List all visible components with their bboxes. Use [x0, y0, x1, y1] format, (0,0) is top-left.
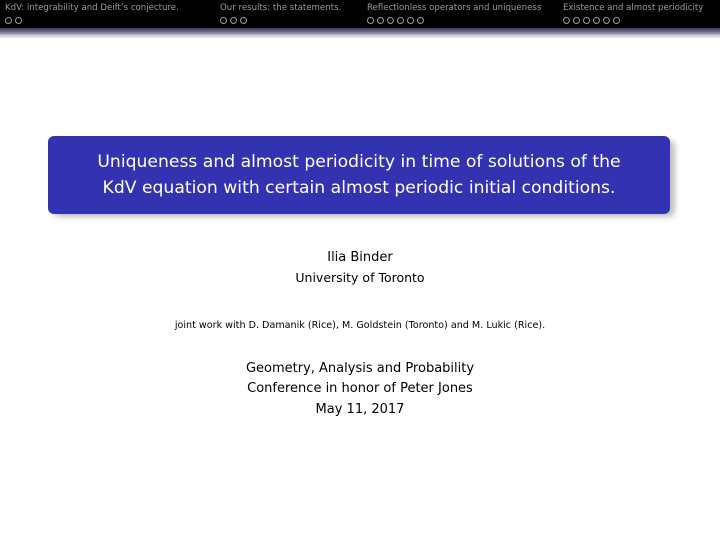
- nav-section-our-results[interactable]: Our results: the statements.: [220, 3, 342, 13]
- nav-section-existence[interactable]: Existence and almost periodicity: [563, 3, 704, 13]
- author-name: Ilia Binder: [327, 250, 393, 265]
- nav-frame-dot[interactable]: [563, 17, 570, 24]
- navigation-bar: [0, 0, 720, 34]
- presentation-date: May 11, 2017: [315, 402, 405, 417]
- nav-frame-dot[interactable]: [603, 17, 610, 24]
- joint-work-note: joint work with D. Damanik (Rice), M. Goldstein (Toronto) and M. Lukic (Rice).: [174, 320, 546, 331]
- nav-section-reflectionless[interactable]: Reflectionless operators and uniqueness: [367, 3, 542, 13]
- author-institution: University of Toronto: [295, 270, 425, 285]
- nav-dots-section-3: [367, 17, 424, 24]
- title-line-1: Uniqueness and almost periodicity in time of solutions of the: [97, 152, 621, 172]
- nav-frame-dot[interactable]: [387, 17, 394, 24]
- nav-frame-dot[interactable]: [583, 17, 590, 24]
- conference-subtitle: Conference in honor of Peter Jones: [247, 381, 473, 396]
- nav-frame-dot[interactable]: [240, 17, 247, 24]
- nav-frame-dot[interactable]: [593, 17, 600, 24]
- nav-dots-section-4: [563, 17, 620, 24]
- nav-frame-dot[interactable]: [377, 17, 384, 24]
- nav-frame-dot[interactable]: [397, 17, 404, 24]
- nav-dots-section-1: [5, 17, 22, 24]
- nav-frame-dot[interactable]: [230, 17, 237, 24]
- nav-frame-dot[interactable]: [573, 17, 580, 24]
- nav-section-kdv-integrability[interactable]: KdV: integrability and Deift’s conjecture.: [5, 3, 179, 13]
- conference-name: Geometry, Analysis and Probability: [245, 361, 475, 376]
- title-box: [48, 136, 670, 214]
- nav-dots-section-2: [220, 17, 247, 24]
- nav-frame-dot[interactable]: [15, 17, 22, 24]
- nav-frame-dot[interactable]: [407, 17, 414, 24]
- nav-frame-dot[interactable]: [220, 17, 227, 24]
- nav-frame-dot[interactable]: [613, 17, 620, 24]
- nav-frame-dot[interactable]: [5, 17, 12, 24]
- nav-frame-dot[interactable]: [417, 17, 424, 24]
- title-line-2: KdV equation with certain almost periodic initial conditions.: [102, 178, 616, 198]
- nav-frame-dot[interactable]: [367, 17, 374, 24]
